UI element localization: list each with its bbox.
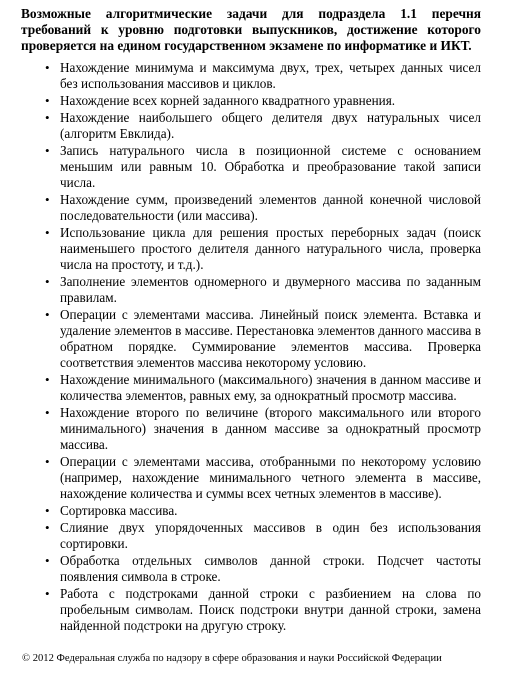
list-item-text: Операции с элементами массива, отобранными по некоторому условию (например, нахождение минимального четного элемента в массиве, нахождение количества и суммы всех четных элементов в массиве). xyxy=(60,454,481,501)
list-item-text: Нахождение минимума и максимума двух, трех, четырех данных чисел без использования массивов и циклов. xyxy=(60,60,481,91)
list-item-text: Запись натурального числа в позиционной системе с основанием меньшим или равным 10. Обработка и преобразование такой записи числа. xyxy=(60,143,481,190)
bullet-icon: • xyxy=(45,520,50,535)
list-item-text: Сортировка массива. xyxy=(60,503,178,518)
bullet-icon: • xyxy=(45,60,50,75)
list-item-text: Нахождение второго по величине (второго максимального или второго минимального) значения в данном массиве за однократный просмотр массива. xyxy=(60,405,481,452)
bullet-icon: • xyxy=(45,586,50,601)
list-item xyxy=(21,225,481,273)
list-item-text: Работа с подстроками данной строки с разбиением на слова по пробельным символам. Поиск подстроки внутри данной строки, замена найденной подстроки на другую строку. xyxy=(60,586,481,633)
list-item xyxy=(21,405,481,453)
list-item-text: Использование цикла для решения простых переборных задач (поиск наименьшего простого делителя данного натурального числа, проверка числа на простоту, и т.д.). xyxy=(60,225,481,272)
bullet-icon: • xyxy=(45,143,50,158)
list-item xyxy=(21,110,481,142)
list-item-text: Нахождение наибольшего общего делителя двух натуральных чисел (алгоритм Евклида). xyxy=(60,110,481,141)
list-item xyxy=(21,372,481,404)
list-item-text: Заполнение элементов одномерного и двумерного массива по заданным правилам. xyxy=(60,274,481,305)
list-item xyxy=(21,520,481,552)
bullet-icon: • xyxy=(45,110,50,125)
section-heading: Возможные алгоритмические задачи для подраздела 1.1 перечня требований к уровню подготовки выпускников, достижение которого проверяется на едином государственном экзамене по информатике и ИКТ. xyxy=(21,6,481,53)
bullet-icon: • xyxy=(45,553,50,568)
bullet-icon: • xyxy=(45,503,50,518)
list-item-text: Слияние двух упорядоченных массивов в один без использования сортировки. xyxy=(60,520,481,551)
list-item xyxy=(21,143,481,191)
list-item xyxy=(21,454,481,502)
list-item-text: Нахождение всех корней заданного квадратного уравнения. xyxy=(60,93,396,108)
list-item xyxy=(21,553,481,585)
list-item-text: Нахождение сумм, произведений элементов данной конечной числовой последовательности (или массива). xyxy=(60,192,481,223)
list-item xyxy=(21,274,481,306)
bullet-icon: • xyxy=(45,307,50,322)
list-item xyxy=(21,192,481,224)
bullet-icon: • xyxy=(45,454,50,469)
task-list xyxy=(21,60,481,634)
bullet-icon: • xyxy=(45,225,50,240)
list-item-text: Операции с элементами массива. Линейный поиск элемента. Вставка и удаление элементов в массиве. Перестановка элементов данного массива в обратном порядке. Суммирование элементов массива. Проверка соответствия элементов массива некоторому условию. xyxy=(60,307,481,370)
list-item-text: Обработка отдельных символов данной строки. Подсчет частоты появления символа в строке. xyxy=(60,553,481,584)
list-item xyxy=(21,60,481,92)
list-item-text: Нахождение минимального (максимального) значения в данном массиве и количества элементов, равных ему, за однократный просмотр массива. xyxy=(60,372,481,403)
bullet-icon: • xyxy=(45,192,50,207)
bullet-icon: • xyxy=(45,405,50,420)
bullet-icon: • xyxy=(45,372,50,387)
document-page xyxy=(21,6,481,635)
list-item xyxy=(21,93,481,109)
list-item xyxy=(21,586,481,634)
copyright-footer: © 2012 Федеральная служба по надзору в сфере образования и науки Российской Федерации xyxy=(22,653,442,664)
bullet-icon: • xyxy=(45,274,50,289)
list-item xyxy=(21,307,481,371)
list-item xyxy=(21,503,481,519)
bullet-icon: • xyxy=(45,93,50,108)
